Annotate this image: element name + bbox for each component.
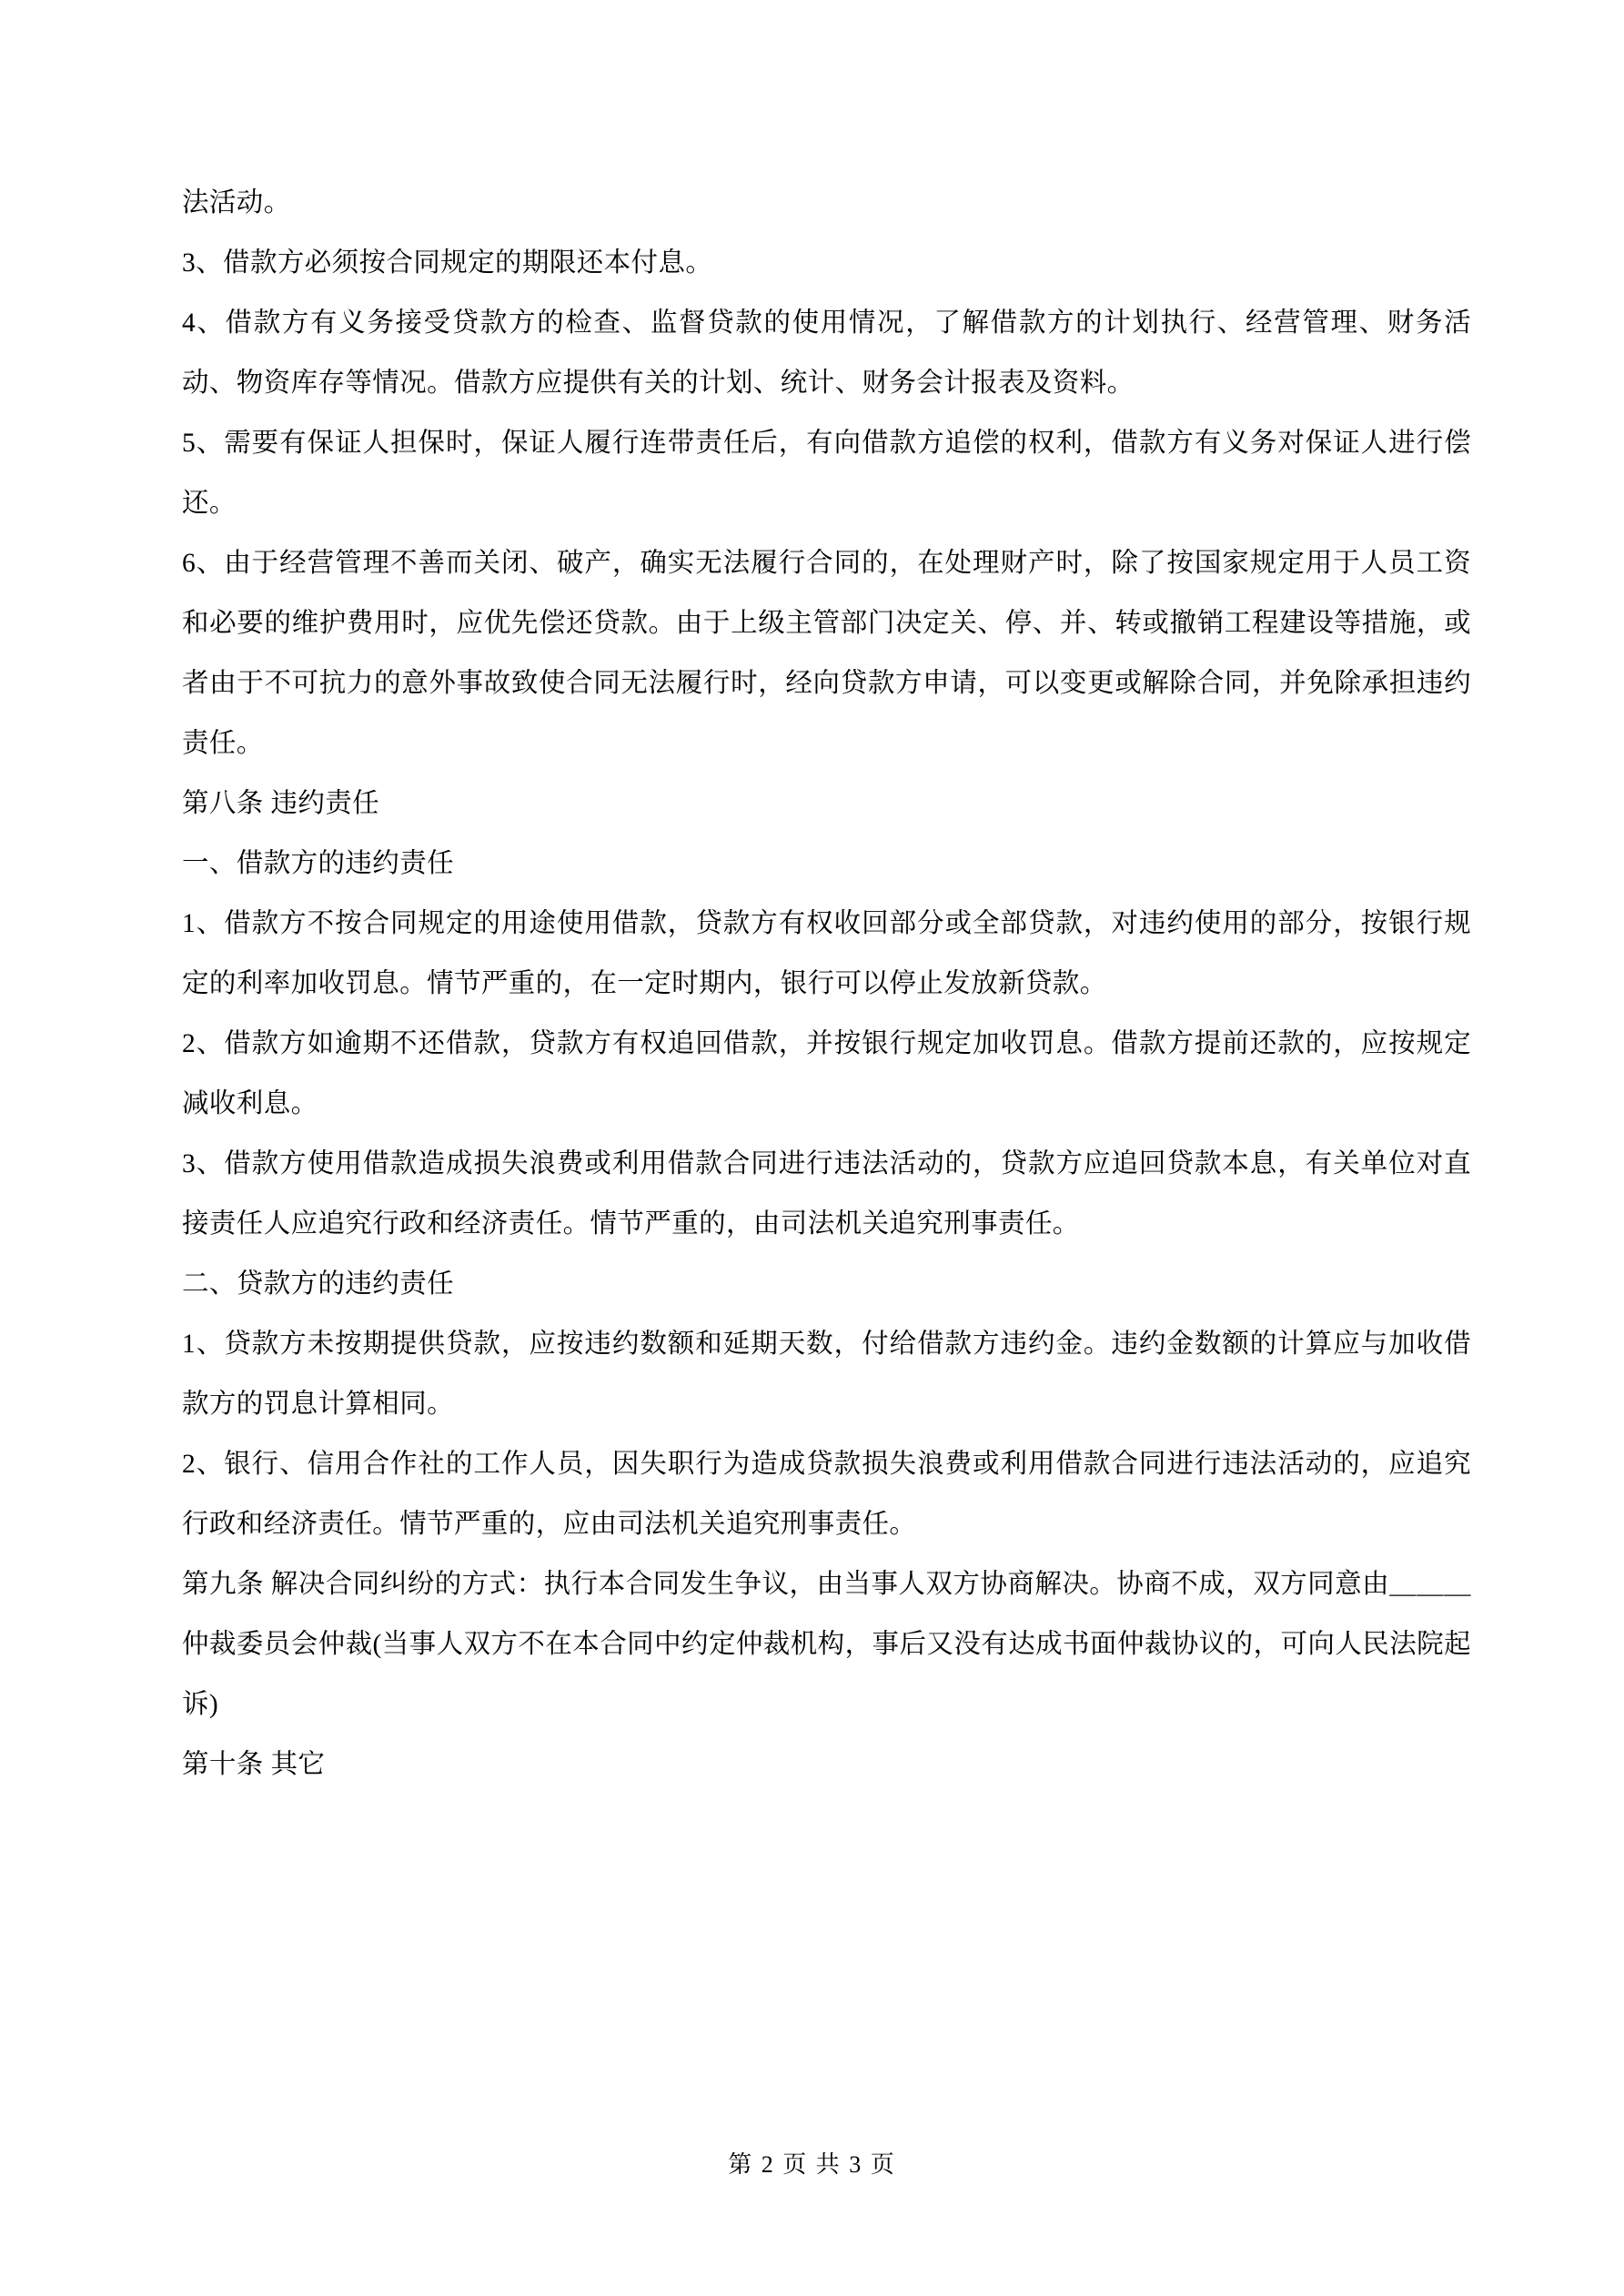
paragraph: 1、贷款方未按期提供贷款，应按违约数额和延期天数，付给借款方违约金。违约金数额的计算应与加收借款方的罚息计算相同。 bbox=[182, 1330, 1471, 1419]
paragraph: 3、借款方必须按合同规定的期限还本付息。 bbox=[182, 248, 713, 278]
paragraph: 6、由于经营管理不善而关闭、破产，确实无法履行合同的，在处理财产时，除了按国家规定用于人员工资和必要的维护费用时，应优先偿还贷款。由于上级主管部门决定关、停、并、转或撤销工程建设等措施，或者由于不可抗力的意外事故致使合同无法履行时，经向贷款方申请，可以变更或解除合同，并免除承担违约责任。 bbox=[182, 549, 1471, 758]
paragraph: 2、银行、信用合作社的工作人员，因失职行为造成贷款损失浪费或利用借款合同进行违法活动的，应追究行政和经济责任。情节严重的，应由司法机关追究刑事责任。 bbox=[182, 1450, 1471, 1539]
document-body bbox=[182, 173, 1471, 1795]
page-footer: 第 2 页 共 3 页 bbox=[728, 2151, 896, 2178]
paragraph: 5、需要有保证人担保时，保证人履行连带责任后，有向借款方追偿的权利，借款方有义务对保证人进行偿还。 bbox=[182, 429, 1471, 518]
paragraph: 1、借款方不按合同规定的用途使用借款，贷款方有权收回部分或全部贷款，对违约使用的部分，按银行规定的利率加收罚息。情节严重的，在一定时期内，银行可以停止发放新贷款。 bbox=[182, 909, 1471, 998]
section-heading: 第八条 违约责任 bbox=[182, 789, 380, 818]
subsection-heading: 一、借款方的违约责任 bbox=[182, 849, 455, 878]
paragraph: 3、借款方使用借款造成损失浪费或利用借款合同进行违法活动的，贷款方应追回贷款本息，有关单位对直接责任人应追究行政和经济责任。情节严重的，由司法机关追究刑事责任。 bbox=[182, 1149, 1471, 1239]
paragraph: 2、借款方如逾期不还借款，贷款方有权追回借款，并按银行规定加收罚息。借款方提前还款的，应按规定减收利息。 bbox=[182, 1029, 1471, 1118]
paragraph: 法活动。 bbox=[182, 188, 291, 217]
section-heading: 第十条 其它 bbox=[182, 1750, 326, 1779]
subsection-heading: 二、贷款方的违约责任 bbox=[182, 1269, 455, 1299]
paragraph: 第九条 解决合同纠纷的方式：执行本合同发生争议，由当事人双方协商解决。协商不成，双方同意由＿＿＿仲裁委员会仲裁(当事人双方不在本合同中约定仲裁机构，事后又没有达成书面仲裁协议的，可向人民法院起诉) bbox=[182, 1570, 1471, 1719]
paragraph: 4、借款方有义务接受贷款方的检查、监督贷款的使用情况，了解借款方的计划执行、经营管理、财务活动、物资库存等情况。借款方应提供有关的计划、统计、财务会计报表及资料。 bbox=[182, 308, 1471, 398]
